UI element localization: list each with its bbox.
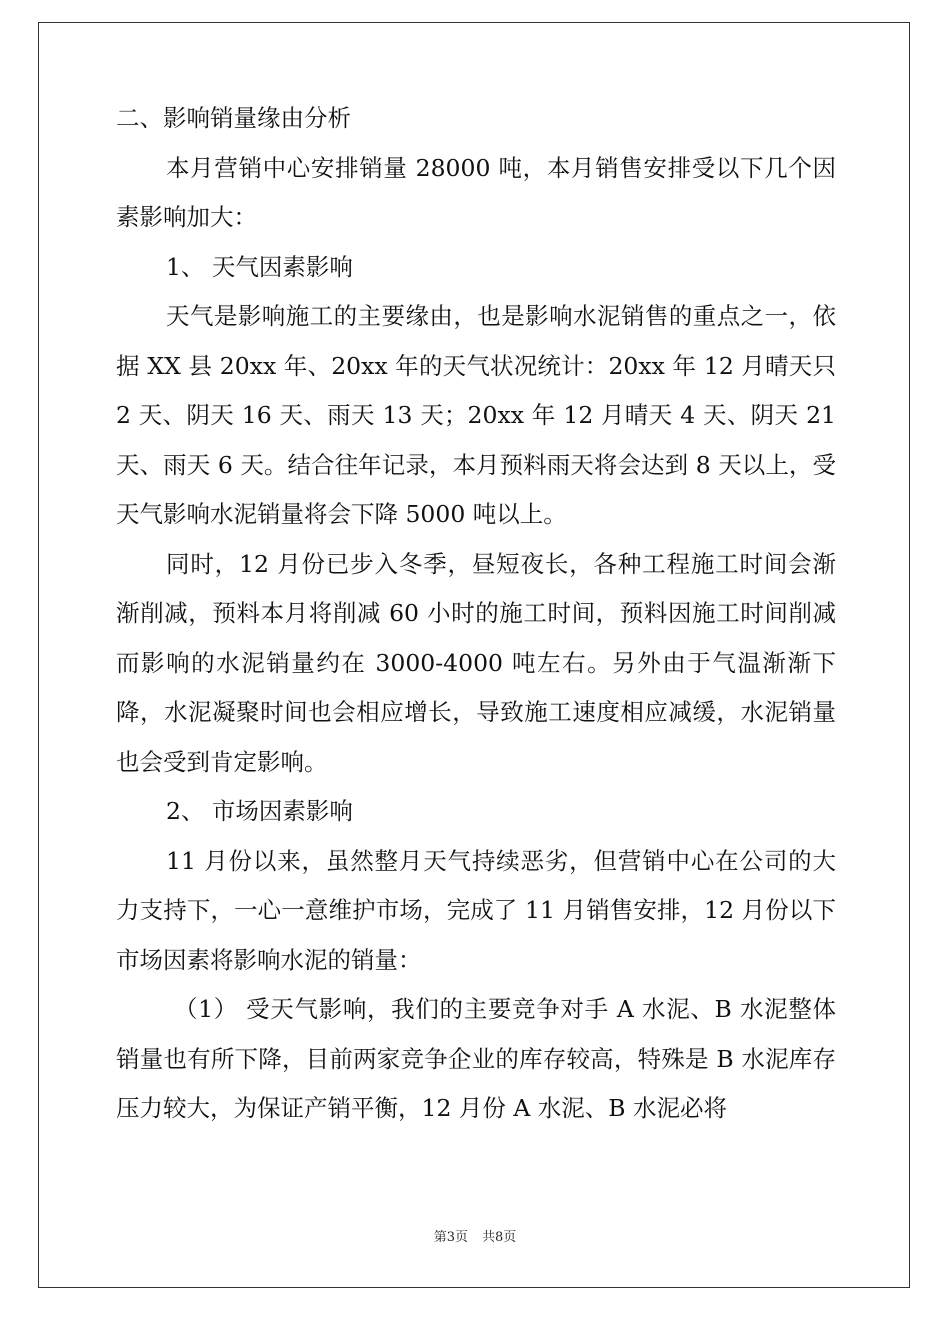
page-footer — [0, 1228, 950, 1248]
document-body — [116, 94, 836, 1134]
weather-paragraph-1: 天气是影响施工的主要缘由，也是影响水泥销售的重点之一，依据 XX 县 20xx 年、20xx 年的天气状况统计：20xx 年 12 月晴天只 2 天、阴天 16 天、雨天 13 天；20xx 年 12 月晴天 4 天、阴天 21 天、雨天 6 天。结合往年记录，本月预料雨天将会达到 8 天以上，受天气影响水泥销量将会下降 5000 吨以上。 — [116, 302, 836, 528]
section-heading: 二、影响销量缘由分析 — [116, 104, 351, 132]
market-paragraph-1: 11 月份以来，虽然整月天气持续恶劣，但营销中心在公司的大力支持下，一心一意维护市场，完成了 11 月销售安排，12 月份以下市场因素将影响水泥的销量： — [116, 846, 836, 974]
market-list-item-1: （1） 受天气影响，我们的主要竞争对手 A 水泥、B 水泥整体销量也有所下降，目前两家竞争企业的库存较高，特殊是 B 水泥库存压力较大，为保证产销平衡，12 月份 A 水泥、B 水泥必将 — [116, 995, 836, 1122]
subheading-market: 2、 市场因素影响 — [166, 797, 353, 825]
subheading-weather: 1、 天气因素影响 — [166, 252, 353, 281]
weather-paragraph-2: 同时，12 月份已步入冬季，昼短夜长，各种工程施工时间会渐渐削减，预料本月将削减 60 小时的施工时间，预料因施工时间削减而影响的水泥销量约在 3000-4000 吨左右。另外由于气温渐渐下降，水泥凝聚时间也会相应增长，导致施工速度相应减缓，水泥销量也会受到肯定影响。 — [116, 549, 836, 776]
page-number-total: 共8页 — [482, 1230, 517, 1245]
intro-paragraph: 本月营销中心安排销量 28000 吨，本月销售安排受以下几个因素影响加大： — [116, 153, 836, 231]
page-number-current: 第3页 — [433, 1230, 468, 1245]
